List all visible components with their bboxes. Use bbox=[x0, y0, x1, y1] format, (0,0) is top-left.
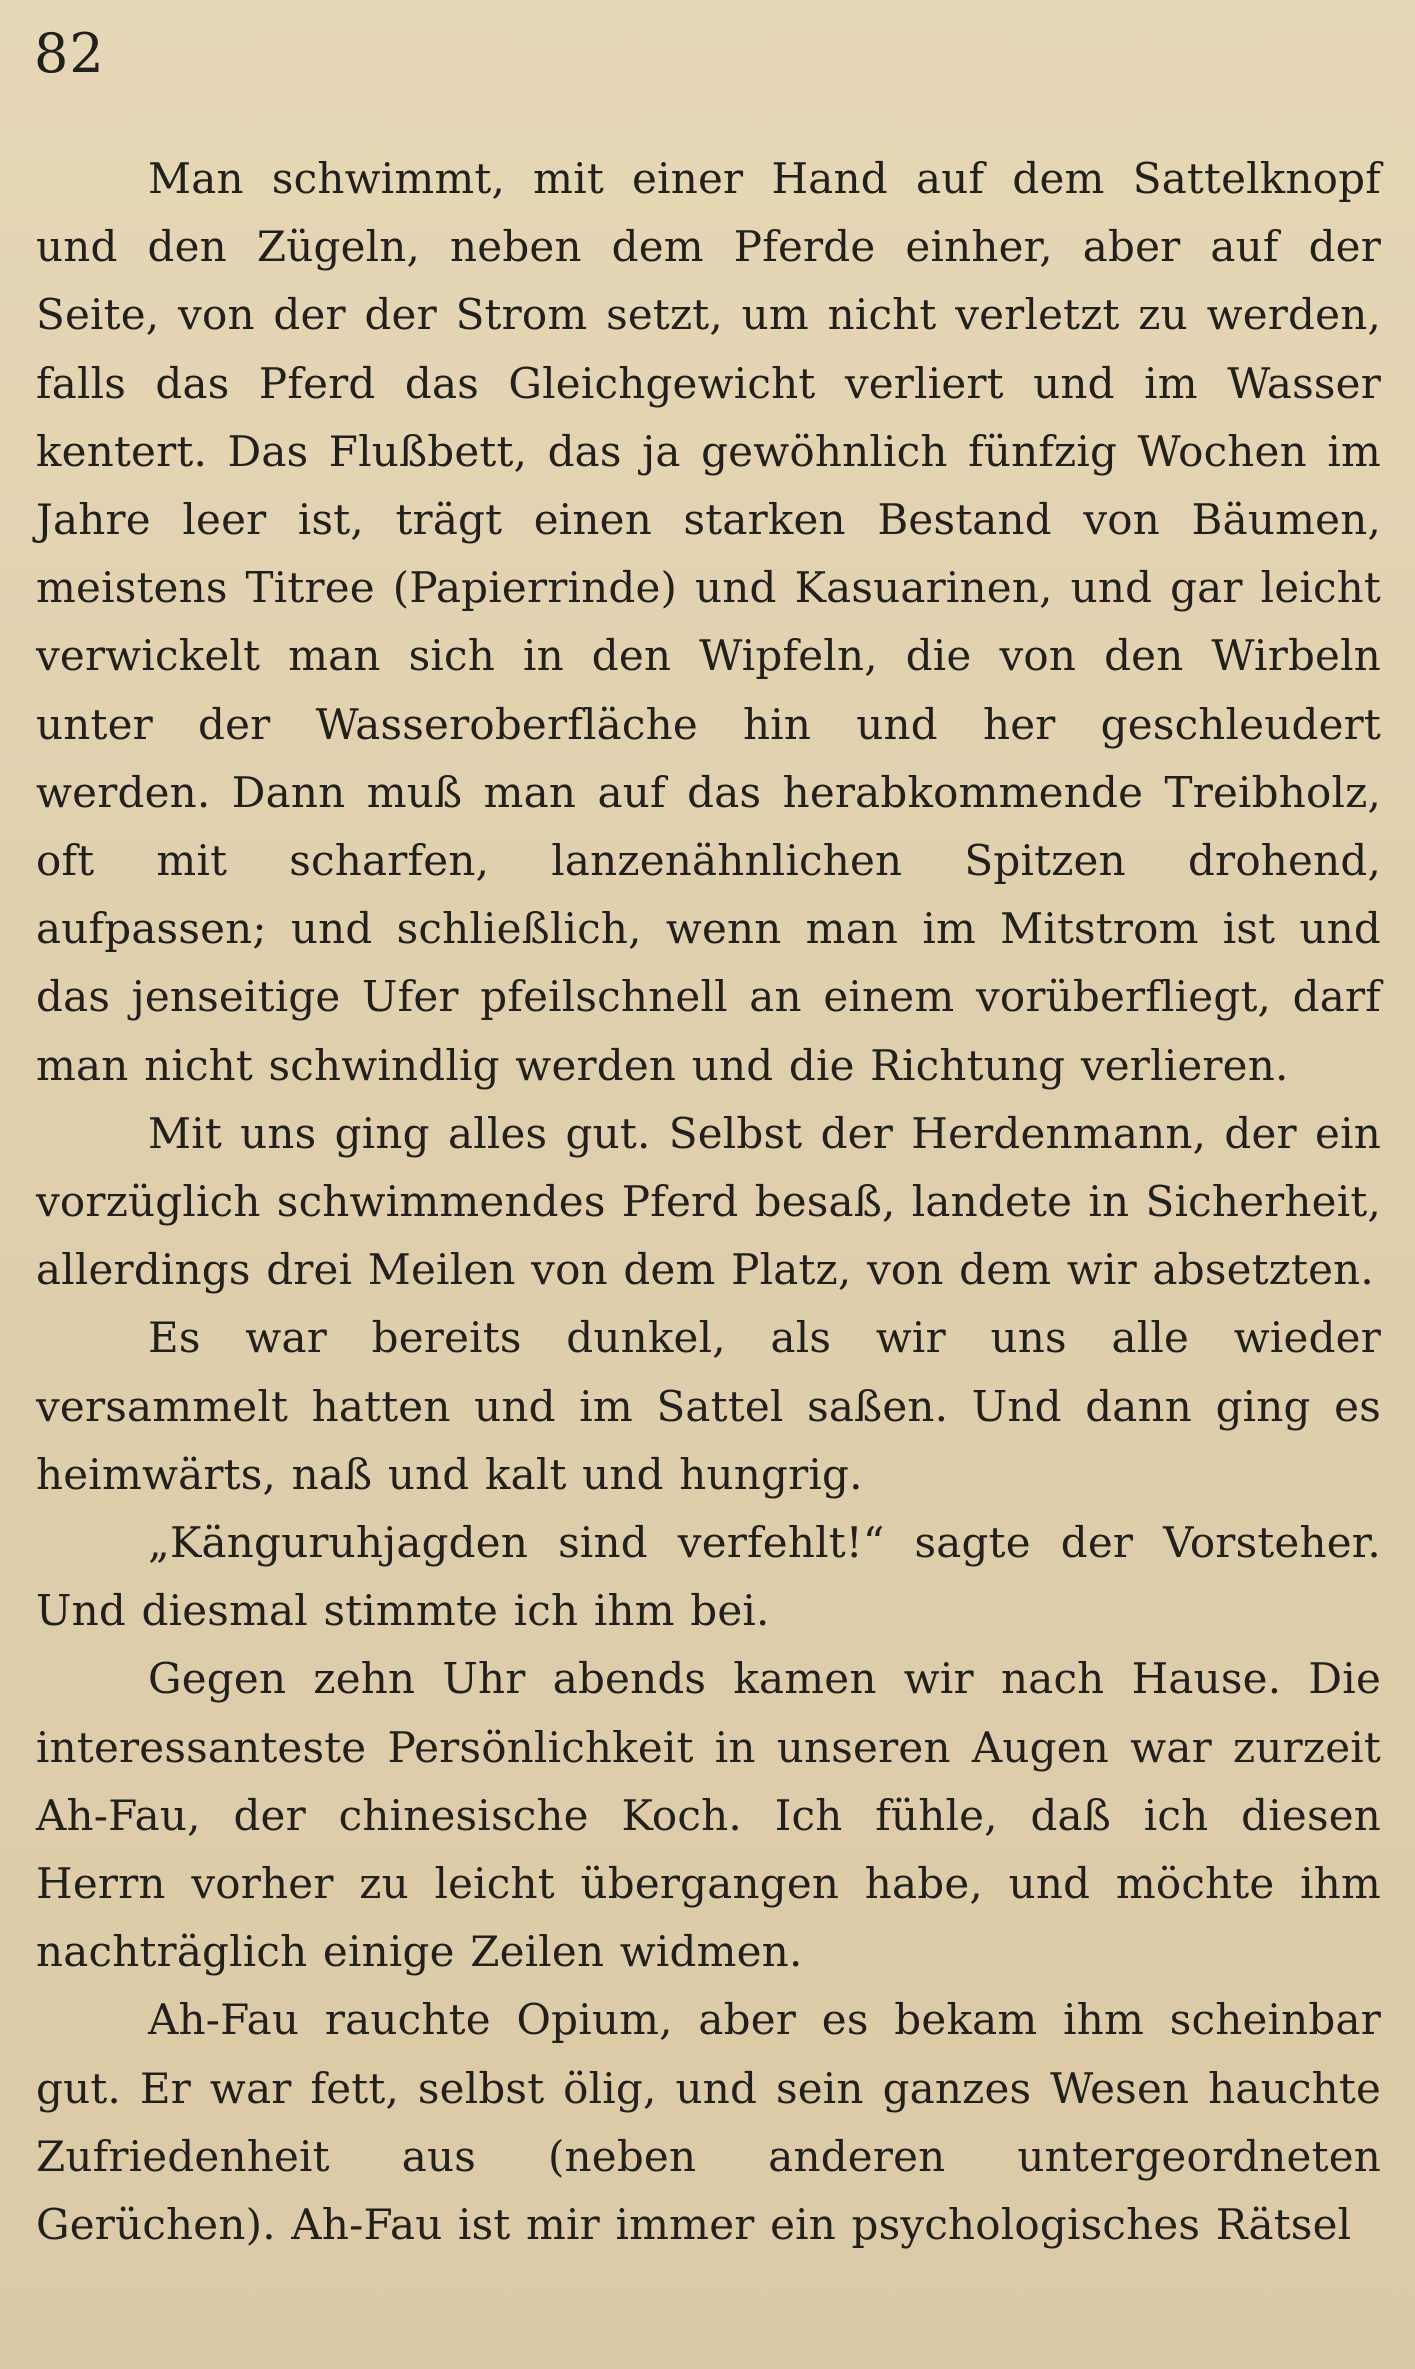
paragraph-1: Man schwimmt, mit einer Hand auf dem Sattelknopf und den Zügeln, neben dem Pferde einher, aber auf der Seite, von der der Strom setzt, um nicht verletzt zu werden, falls das Pferd das Gleichgewicht verliert und im Wasser kentert. Das Flußbett, das ja gewöhnlich fünfzig Wochen im Jahre leer ist, trägt einen starken Bestand von Bäumen, meistens Titree (Papierrinde) und Kasuarinen, und gar leicht verwickelt man sich in den Wipfeln, die von den Wirbeln unter der Wasseroberfläche hin und her geschleudert werden. Dann muß man auf das herabkommende Treibholz, oft mit scharfen, lanzenähnlichen Spitzen drohend, aufpassen; und schließlich, wenn man im Mitstrom ist und das jenseitige Ufer pfeilschnell an einem vorüberfliegt, darf man nicht schwindlig werden und die Richtung verlieren. bbox=[36, 154, 1381, 1090]
paragraph-5: Gegen zehn Uhr abends kamen wir nach Hause. Die interessanteste Persönlichkeit in unseren Augen war zurzeit Ah-Fau, der chinesische Koch. Ich fühle, daß ich diesen Herrn vorher zu leicht übergangen habe, und möchte ihm nachträglich einige Zeilen widmen. bbox=[36, 1654, 1381, 1977]
paragraph-4: „Känguruhjagden sind verfehlt!“ sagte der Vorsteher. Und diesmal stimmte ich ihm bei. bbox=[36, 1518, 1381, 1636]
paragraph-2: Mit uns ging alles gut. Selbst der Herdenmann, der ein vorzüglich schwimmendes Pferd besaß, landete in Sicherheit, allerdings drei Meilen von dem Platz, von dem wir absetzten. bbox=[36, 1108, 1381, 1295]
paragraph-3: Es war bereits dunkel, als wir uns alle wieder versammelt hatten und im Sattel saßen. Und dann ging es heimwärts, naß und kalt und hungrig. bbox=[36, 1313, 1381, 1499]
page-number: 82 bbox=[34, 22, 105, 85]
paragraph-6: Ah-Fau rauchte Opium, aber es bekam ihm scheinbar gut. Er war fett, selbst ölig, und sein ganzes Wesen hauchte Zufriedenheit aus (neben anderen untergeordneten Gerüchen). Ah-Fau ist mir immer ein psychologisches Rätsel bbox=[36, 1995, 1381, 2250]
page-text bbox=[36, 145, 1381, 2259]
